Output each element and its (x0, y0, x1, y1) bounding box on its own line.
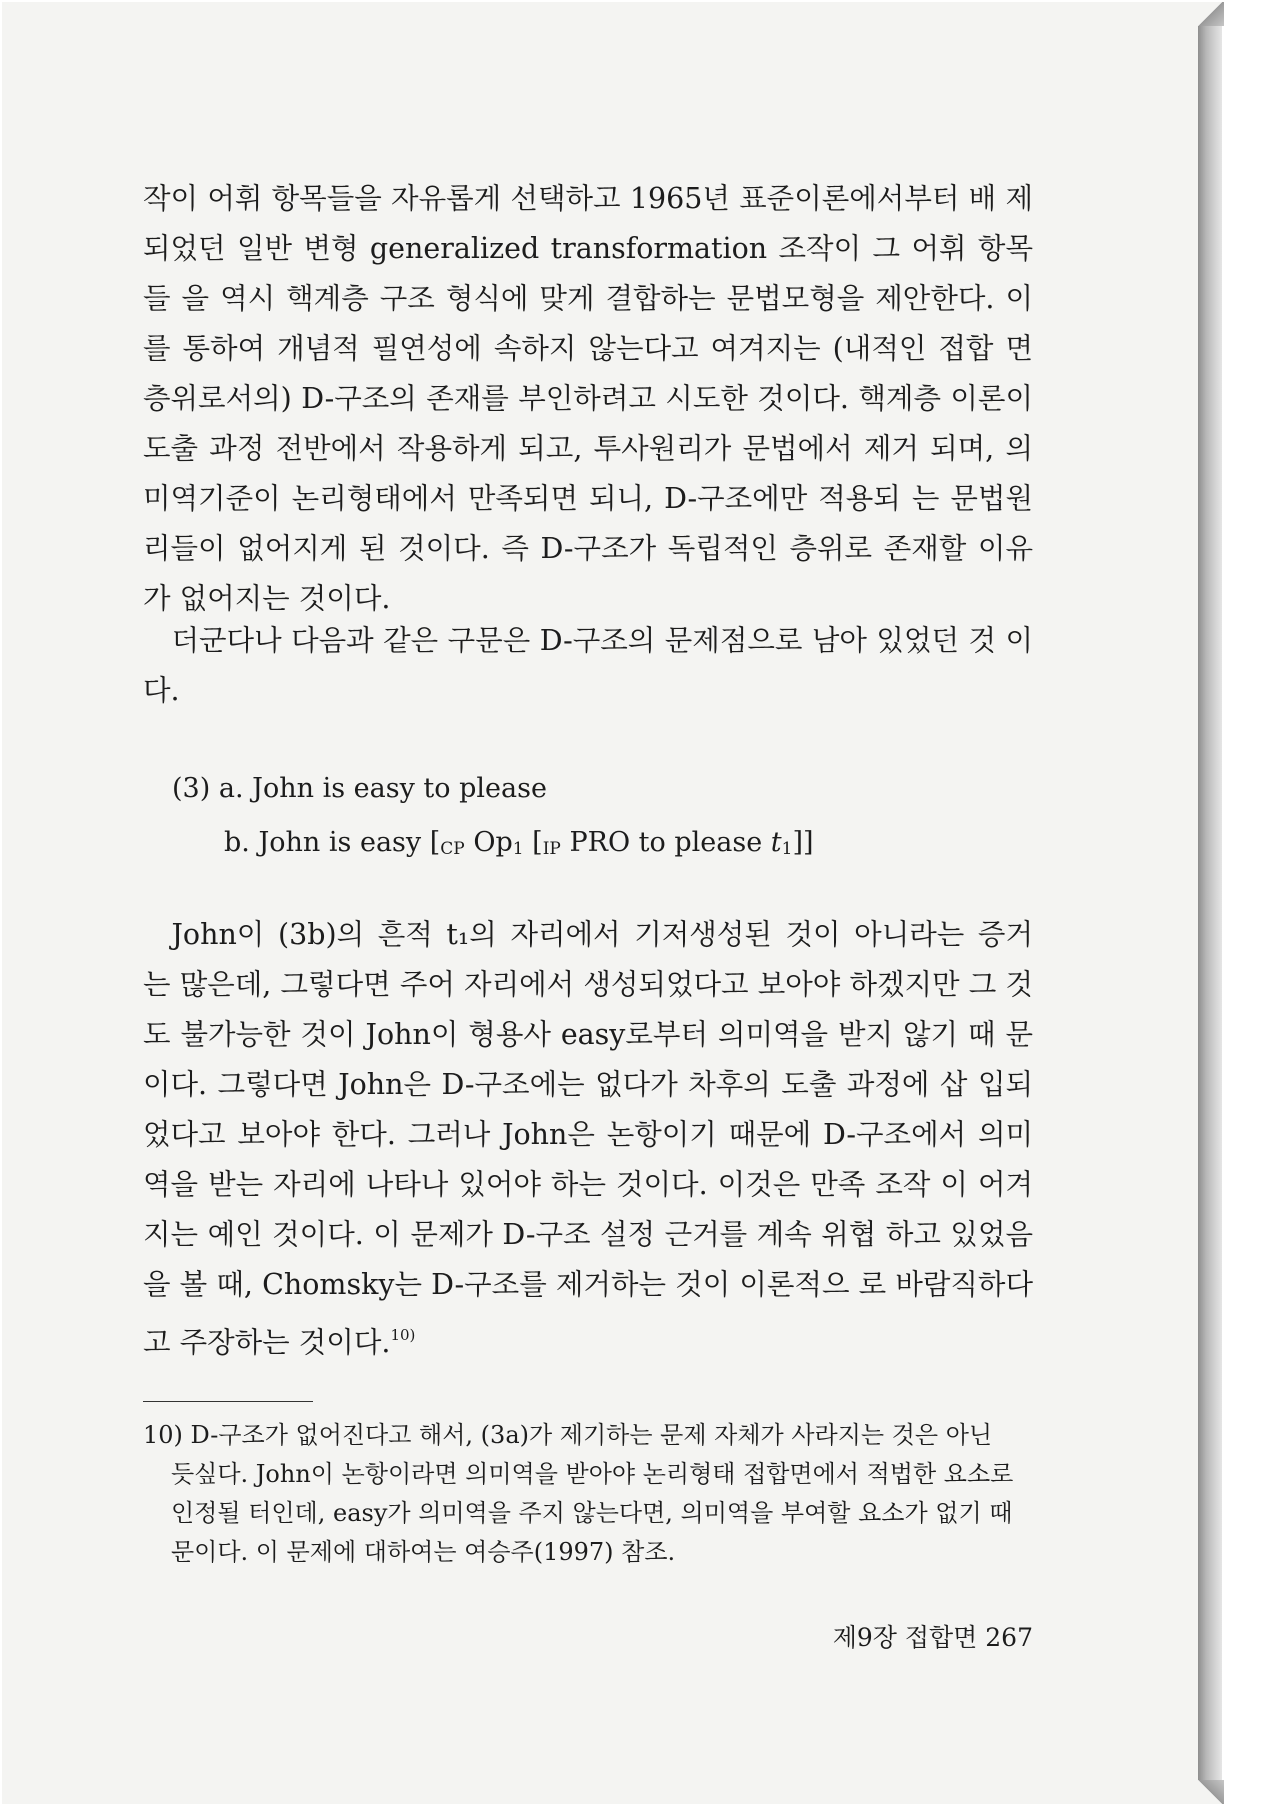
text-line: 는 문법원리들이 없어지게 된 것이다. 즉 D-구조가 독립적인 층위로 (143, 482, 1033, 565)
text-line: 로 바람직하다고 주장하는 것이다. (143, 1268, 1033, 1359)
text-line: 제되었던 일반 변형 generalized transformation 조작이 그 어휘 항목들 (143, 182, 1033, 315)
text-line: 이론이 도출 과정 전반에서 작용하게 되고, 투사원리가 문법에서 제거 (143, 382, 1033, 465)
text-line: 되며, 의미역기준이 논리형태에서 만족되면 되니, D-구조에만 적용되 (143, 432, 1033, 515)
footnote-line: 문이다. 이 문제에 대하여는 여승주(1997) 참조. (171, 1538, 676, 1566)
example-label-b: b. (224, 827, 250, 858)
example-label-a: a. (218, 773, 244, 804)
example-number: (3) (172, 773, 211, 804)
text-line: 의미역을 받는 자리에 나타나 있어야 하는 것이다. 이것은 만족 조작 (143, 1118, 1033, 1201)
trace-index: 1 (781, 839, 793, 859)
text-line: 존재할 이유가 없어지는 것이다. (143, 532, 1033, 615)
paragraph-2 (143, 616, 1033, 716)
book-page (2, 2, 1199, 1804)
op-text: Op (464, 827, 513, 858)
footnote-line: 듯싶다. John이 논항이라면 의미역을 받아야 논리형태 접합면에서 적법한 요소로 (171, 1460, 1014, 1488)
text-line: 는 많은데, 그렇다면 주어 자리에서 생성되었다고 보아야 하겠지만 그 (143, 968, 997, 1001)
op-index: 1 (512, 839, 524, 859)
bracket-close: ]] (792, 827, 814, 858)
page-corner-bottom (1196, 1780, 1224, 1804)
paragraph-1 (143, 174, 1033, 624)
text-line: 더군다나 다음과 같은 구문은 D-구조의 문제점으로 남아 있었던 것 (171, 624, 996, 657)
page-corner-top (1196, 2, 1224, 26)
footnote-10 (143, 1416, 1033, 1572)
footnote-reference: 10) (390, 1326, 416, 1344)
ip-subscript: IP (542, 839, 561, 859)
text-line: 것도 불가능한 것이 John이 형용사 easy로부터 의미역을 받지 않기 때 (143, 968, 1033, 1051)
footnote-line: 10) D-구조가 없어진다고 해서, (3a)가 제기하는 문제 자체가 사라지는 것은 아닌 (143, 1421, 993, 1449)
text-line: 이다. (143, 624, 1033, 707)
example-3a (172, 762, 1032, 816)
text-line: 이 어겨지는 예인 것이다. 이 문제가 D-구조 설정 근거를 계속 위협 (143, 1168, 1034, 1251)
trace-symbol: t (770, 827, 782, 858)
example-text-b-mid: PRO to please (560, 827, 771, 858)
example-text-b-pre: John is easy [ (258, 827, 441, 858)
text-line: 을 역시 핵계층 구조 형식에 맞게 결합하는 문법모형을 제안한다. 이 (181, 282, 1034, 315)
text-line: 를 통하여 개념적 필연성에 속하지 않는다고 여겨지는 (내적인 접합 (143, 332, 994, 365)
footnote-divider (143, 1401, 313, 1402)
page-edge-shadow (1198, 4, 1222, 1798)
text-line: 면 층위로서의) D-구조의 존재를 부인하려고 시도한 것이다. 핵계층 (143, 332, 1034, 415)
text-line: 입되었다고 보아야 한다. 그러나 John은 논항이기 때문에 D-구조에서 (143, 1068, 1033, 1151)
paragraph-3 (143, 910, 1033, 1368)
example-text-a: John is easy to please (252, 773, 547, 804)
cp-subscript: CP (440, 839, 465, 859)
text-line: 하고 있었음을 볼 때, Chomsky는 D-구조를 제거하는 것이 이론적으 (143, 1218, 1034, 1301)
text-line: 작이 어휘 항목들을 자유롭게 선택하고 1965년 표준이론에서부터 배 (143, 182, 997, 215)
text-line: 문이다. 그렇다면 John은 D-구조에는 없다가 차후의 도출 과정에 삽 (143, 1018, 1033, 1101)
example-block (172, 762, 1032, 876)
text-line: John이 (3b)의 흔적 t₁의 자리에서 기저생성된 것이 아니라는 증거 (171, 918, 1033, 951)
example-3b (172, 816, 1032, 876)
running-footer: 제9장 접합면 267 (832, 1623, 1033, 1652)
bracket-open: [ (523, 827, 543, 858)
footnote-line: 인정될 터인데, easy가 의미역을 주지 않는다면, 의미역을 부여할 요소가 없기 때 (171, 1499, 1013, 1527)
